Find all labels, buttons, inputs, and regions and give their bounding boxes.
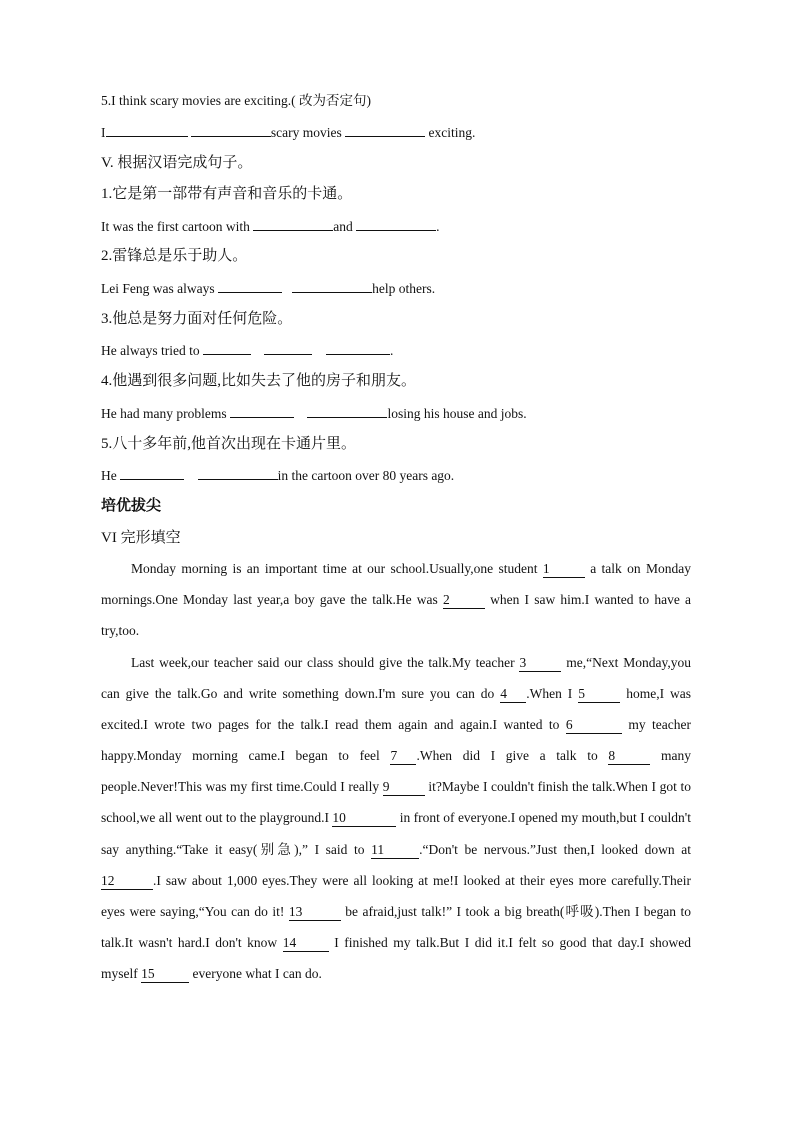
english-end: losing his house and jobs.	[387, 406, 527, 421]
answer-blank[interactable]	[356, 216, 436, 231]
answer-blank[interactable]	[230, 403, 294, 418]
chinese-sentence: 1.它是第一部带有声音和音乐的卡通。	[101, 186, 353, 202]
english-prefix: He always tried to	[101, 343, 200, 358]
cloze-paragraph-1	[101, 553, 691, 646]
section-v-item-2-english	[101, 278, 435, 299]
cloze-blank-8[interactable]: 8	[608, 748, 650, 765]
english-end: .	[436, 219, 440, 234]
cloze-blank-12[interactable]: 12	[101, 873, 153, 890]
cloze-text: .When did I give a talk to	[416, 748, 609, 764]
cloze-text: .When I	[526, 686, 579, 702]
cloze-text: Monday morning is an important time at our school.Usually,one student	[131, 561, 543, 576]
rewrite-q5-prompt	[101, 91, 371, 111]
section-v-item-2-chinese	[101, 246, 247, 266]
cloze-text: everyone what I can do.	[189, 965, 322, 981]
cloze-blank-9[interactable]: 9	[383, 779, 425, 796]
rewrite-q5-answer-line	[101, 122, 475, 143]
english-prefix: He had many problems	[101, 406, 227, 421]
section-v-item-1-chinese	[101, 184, 352, 204]
section-v-title-text: V. 根据汉语完成句子。	[101, 155, 253, 171]
answer-blank[interactable]	[203, 340, 251, 355]
cloze-text: .I saw about 1,000 eyes.They were all looking at me!I looked at their eyes more carefully.Their eyes were saying,“You can do it!	[101, 872, 691, 919]
answer-blank[interactable]	[120, 465, 184, 480]
rewrite-q5-prompt-text: 5.I think scary movies are exciting.( 改为否定句)	[101, 93, 371, 108]
cloze-blank-11[interactable]: 11	[371, 842, 419, 859]
answer-blank[interactable]	[264, 340, 312, 355]
cloze-blank-6[interactable]: 6	[566, 717, 622, 734]
english-prefix: He	[101, 468, 117, 483]
english-prefix: It was the first cartoon with	[101, 219, 250, 234]
answer-blank[interactable]	[345, 122, 425, 137]
cloze-blank-10[interactable]: 10	[332, 810, 396, 827]
cloze-blank-7[interactable]: 7	[390, 748, 416, 765]
answer-blank[interactable]	[326, 340, 390, 355]
cloze-blank-3[interactable]: 3	[519, 655, 561, 672]
cloze-blank-5[interactable]: 5	[578, 686, 620, 703]
section-v-item-5-chinese	[101, 434, 356, 454]
cloze-text: many people.Never!This was my first time.Could I really	[101, 748, 691, 795]
cloze-blank-4[interactable]: 4	[500, 686, 526, 703]
section-v-item-4-english	[101, 403, 527, 424]
section-v-item-5-english	[101, 465, 454, 486]
cloze-text: me,“Next Monday,you can give the talk.Go and write something down.I'm sure you can do	[101, 655, 691, 702]
section-v-title	[101, 153, 252, 173]
section-v-item-1-english	[101, 216, 439, 237]
section-heading-advanced	[101, 496, 161, 516]
chinese-sentence: 5.八十多年前,他首次出现在卡通片里。	[101, 436, 357, 452]
cloze-text: be afraid,just talk!” I took a big breath(呼吸).Then I began to talk.It wasn't hard.I don't know	[101, 903, 691, 950]
answer-blank[interactable]	[198, 465, 278, 480]
cloze-text: in front of everyone.I opened my mouth,but I couldn't say anything.“Take it easy(别急),” I said to	[101, 810, 691, 857]
chinese-sentence: 3.他总是努力面对任何危险。	[101, 311, 293, 327]
answer-blank[interactable]	[218, 278, 282, 293]
section-v-item-3-english	[101, 340, 393, 361]
english-mid: and	[333, 219, 353, 234]
section-vi-title	[101, 528, 181, 548]
cloze-text: my teacher happy.Monday morning came.I began to feel	[101, 717, 691, 764]
cloze-text: .“Don't be nervous.”Just then,I looked down at	[419, 841, 691, 857]
cloze-text: when I saw him.I wanted to have a try,too.	[101, 592, 691, 639]
cloze-blank-1[interactable]: 1	[543, 561, 585, 578]
answer-prefix: I	[101, 125, 106, 140]
english-end: .	[389, 343, 394, 358]
section-v-item-4-chinese	[101, 371, 416, 391]
cloze-text: it?Maybe I couldn't finish the talk.When I got to school,we all went out to the playground.I	[101, 779, 691, 826]
answer-end-text: exciting.	[428, 125, 476, 140]
cloze-text: home,I was excited.I wrote two pages for the talk.I read them again and again.I wanted to	[101, 686, 692, 733]
section-v-item-3-chinese	[101, 309, 292, 329]
cloze-text: Last week,our teacher said our class should give the talk.My teacher	[131, 655, 520, 670]
english-prefix: Lei Feng was always	[101, 281, 215, 296]
section-heading-advanced-text: 培优拔尖	[101, 498, 162, 514]
cloze-blank-15[interactable]: 15	[141, 966, 189, 983]
section-vi-title-text: VI 完形填空	[101, 530, 181, 546]
chinese-sentence: 2.雷锋总是乐于助人。	[101, 248, 248, 264]
cloze-paragraph-2	[101, 647, 691, 989]
answer-blank[interactable]	[307, 403, 387, 418]
answer-blank[interactable]	[292, 278, 372, 293]
cloze-text: I finished my talk.But I did it.I felt so good that day.I showed myself	[101, 934, 691, 981]
cloze-blank-13[interactable]: 13	[289, 904, 341, 921]
answer-blank[interactable]	[191, 122, 271, 137]
cloze-text: a talk on Monday mornings.One Monday last year,a boy gave the talk.He was	[101, 561, 691, 608]
answer-blank[interactable]	[253, 216, 333, 231]
cloze-blank-2[interactable]: 2	[443, 592, 485, 609]
chinese-sentence: 4.他遇到很多问题,比如失去了他的房子和朋友。	[101, 373, 417, 389]
answer-blank[interactable]	[106, 122, 188, 137]
english-end: in the cartoon over 80 years ago.	[277, 468, 455, 483]
english-end: help others.	[372, 281, 436, 296]
cloze-blank-14[interactable]: 14	[283, 935, 329, 952]
answer-mid-text: scary movies	[270, 125, 342, 140]
